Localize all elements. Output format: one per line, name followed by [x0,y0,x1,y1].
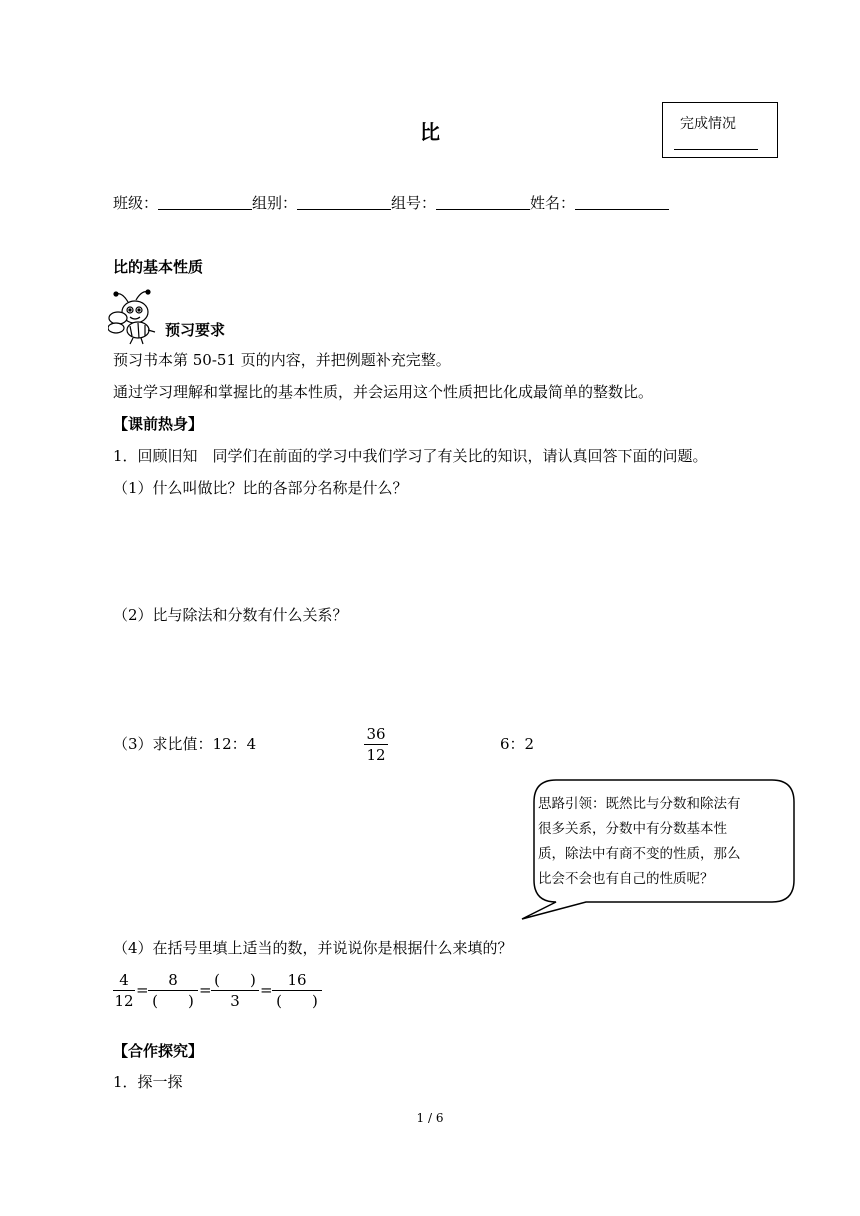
preview-line-1: 预习书本第 50-51 页的内容，并把例题补充完整。 [113,351,451,369]
name-blank[interactable] [575,193,669,210]
equals-sign: = [136,981,149,999]
preview-heading: 预习要求 [165,321,226,339]
hint-text [538,792,741,892]
question-3-label: （3）求比值：12：4 [113,735,257,753]
preview-line-2: 通过学习理解和掌握比的基本性质，并会运用这个性质把比化成最简单的整数比。 [113,383,654,401]
class-blank[interactable] [158,193,252,210]
info-row [113,193,669,212]
fraction-denominator: 12 [366,746,386,764]
section-title: 比的基本性质 [113,258,204,276]
bee-mascot-icon [108,288,164,346]
hint-line: 思路引领：既然比与分数和除法有 [538,796,741,812]
coop-heading: 【合作探究】 [113,1042,204,1060]
warmup-item-1: 1．回顾旧知 同学们在前面的学习中我们学习了有关比的知识，请认真回答下面的问题。 [113,447,708,465]
group-label: 组别： [252,194,298,212]
hint-line: 比会不会也有自己的性质呢？ [538,871,714,887]
fraction-denominator: 12 [114,992,134,1010]
hint-line: 很多关系，分数中有分数基本性 [538,821,727,837]
completion-status-label: 完成情况 [680,116,736,132]
question-4: （4）在括号里填上适当的数，并说说你是根据什么来填的？ [113,939,513,957]
group-no-label: 组号： [391,194,437,212]
question-3-fraction [364,724,388,765]
coop-item-1: 1．探一探 [113,1073,183,1091]
group-blank[interactable] [297,193,391,210]
fraction-numerator: 16 [272,970,322,991]
name-label: 姓名： [530,194,576,212]
question-3-ratio-2: 6：2 [500,735,535,753]
fraction-numerator-blank[interactable]: ( ) [211,970,259,991]
fraction-denominator-blank[interactable]: ( ) [152,992,194,1010]
page-title: 比 [420,120,440,144]
page-number: 1 / 6 [416,1111,444,1125]
fraction-equation [113,970,333,1018]
equals-sign: = [260,981,273,999]
completion-status-box [662,102,778,158]
question-2: （2）比与除法和分数有什么关系？ [113,606,348,624]
equals-sign: = [199,981,212,999]
fraction-numerator: 4 [113,970,135,991]
completion-status-blank[interactable] [674,149,758,150]
class-label: 班级： [113,194,159,212]
fraction-numerator: 8 [148,970,198,991]
fraction-denominator-blank[interactable]: ( ) [276,992,318,1010]
fraction-denominator: 3 [230,992,240,1010]
warmup-heading: 【课前热身】 [113,415,204,433]
hint-line: 质，除法中有商不变的性质，那么 [538,846,741,862]
group-no-blank[interactable] [436,193,530,210]
question-1: （1）什么叫做比？比的各部分名称是什么？ [113,479,408,497]
fraction-numerator: 36 [364,724,388,745]
